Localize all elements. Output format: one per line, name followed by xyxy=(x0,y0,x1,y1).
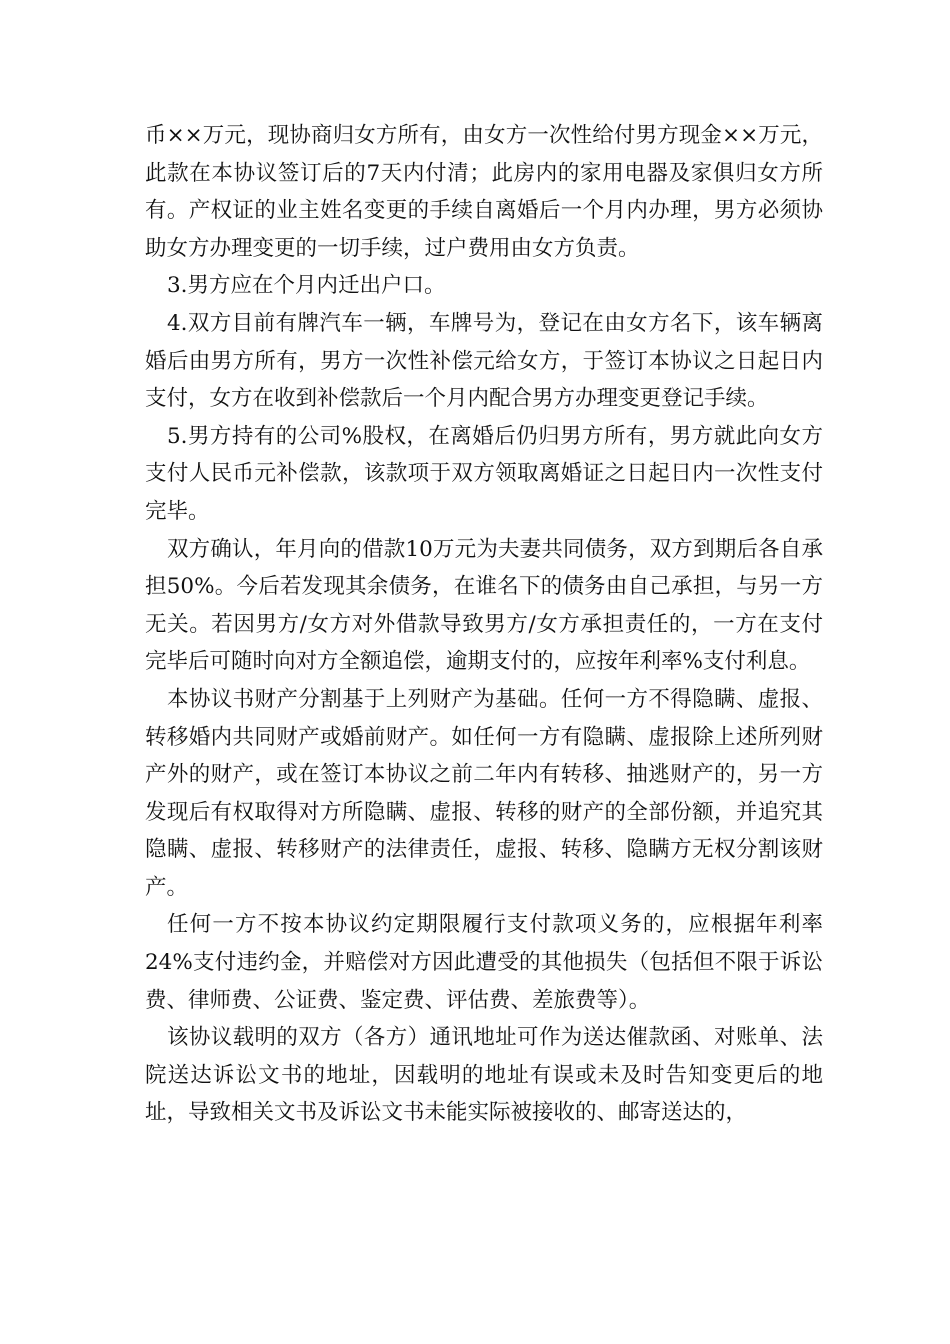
paragraph-breach-penalty: 任何一方不按本协议约定期限履行支付款项义务的，应根据年利率24%支付违约金，并赔偿对方因此遭受的其他损失（包括但不限于诉讼费、律师费、公证费、鉴定费、评估费、差旅费等）。 xyxy=(145,912,823,1013)
paragraph-item-3-household: 3.男方应在个月内迁出户口。 xyxy=(167,273,446,299)
paragraph-item-5-equity: 5.男方持有的公司%股权，在离婚后仍归男方所有，男方就此向女方支付人民币元补偿款，该款项于双方领取离婚证之日起日内一次性支付完毕。 xyxy=(145,423,823,524)
paragraph-service-address: 该协议载明的双方（各方）通讯地址可作为送达催款函、对账单、法院送达诉讼文书的地址，因载明的地址有误或未及时告知变更后的地址，导致相关文书及诉讼文书未能实际被接收的、邮寄送达的， xyxy=(145,1025,823,1126)
paragraph-item-4-vehicle: 4.双方目前有牌汽车一辆，车牌号为，登记在由女方名下，该车辆离婚后由男方所有，男方一次性补偿元给女方，于签订本协议之日起日内支付，女方在收到补偿款后一个月内配合男方办理变更登记手续。 xyxy=(145,310,823,412)
paragraph-debt: 双方确认，年月向的借款10万元为夫妻共同债务，双方到期后各自承担50%。今后若发现其余债务，在谁名下的债务由自己承担，与另一方无关。若因男方/女方对外借款导致男方/女方承担责任的，一方在支付完毕后可随时向对方全额追偿，逾期支付的，应按年利率%支付利息。 xyxy=(145,536,823,675)
document-body xyxy=(145,117,823,1132)
paragraph-property-house: 币××万元，现协商归女方所有，由女方一次性给付男方现金××万元，此款在本协议签订后的7天内付清；此房内的家用电器及家俱归女方所有。产权证的业主姓名变更的手续自离婚后一个月内办理，男方必须协助女方办理变更的一切手续，过户费用由女方负责。 xyxy=(145,123,823,261)
paragraph-property-basis: 本协议书财产分割基于上列财产为基础。任何一方不得隐瞒、虚报、转移婚内共同财产或婚前财产。如任何一方有隐瞒、虚报除上述所列财产外的财产，或在签订本协议之前二年内有转移、抽逃财产的，另一方发现后有权取得对方所隐瞒、虚报、转移的财产的全部份额，并追究其隐瞒、虚报、转移财产的法律责任，虚报、转移、隐瞒方无权分割该财产。 xyxy=(145,686,823,900)
